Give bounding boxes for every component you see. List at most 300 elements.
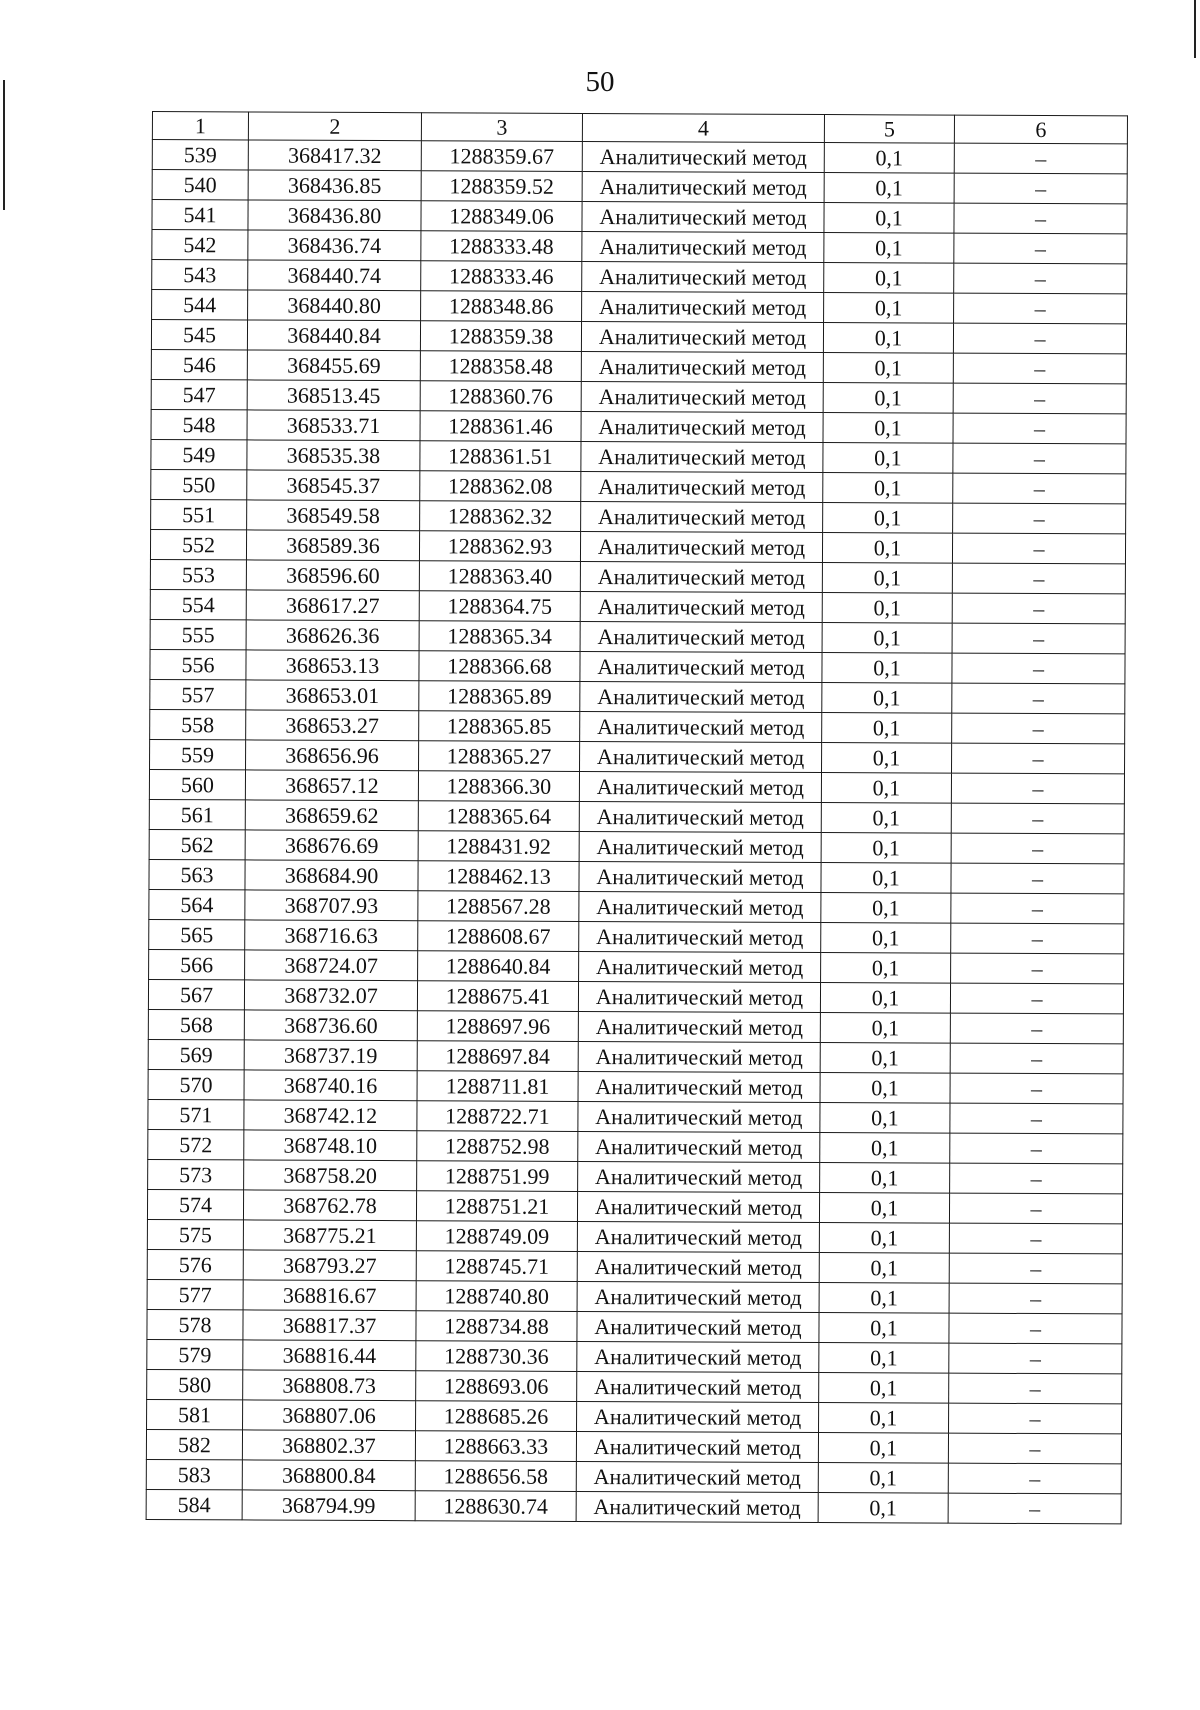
method-cell: Аналитический метод [577, 1221, 819, 1252]
note-cell: – [952, 743, 1125, 774]
table-row [151, 439, 1126, 473]
accuracy-cell: 0,1 [821, 773, 951, 804]
point-number-cell: 545 [151, 320, 247, 350]
method-cell: Аналитический метод [581, 321, 823, 352]
method-cell: Аналитический метод [579, 921, 821, 952]
note-cell: – [953, 323, 1126, 354]
x-coordinate-cell: 368807.06 [243, 1400, 416, 1431]
point-number-cell: 565 [149, 919, 245, 949]
method-cell: Аналитический метод [577, 1191, 819, 1222]
y-coordinate-cell: 1288358.48 [420, 351, 581, 382]
table-row [148, 979, 1123, 1013]
table-row [151, 349, 1126, 383]
table-row [146, 1429, 1121, 1463]
table-row [151, 469, 1126, 503]
point-number-cell: 544 [152, 290, 248, 320]
note-cell: – [949, 1403, 1122, 1434]
x-coordinate-cell: 368758.20 [244, 1160, 417, 1191]
point-number-cell: 570 [148, 1069, 244, 1099]
note-cell: – [951, 773, 1124, 804]
accuracy-cell: 0,1 [819, 1253, 949, 1284]
note-cell: – [954, 173, 1127, 204]
accuracy-cell: 0,1 [820, 1103, 950, 1134]
y-coordinate-cell: 1288751.99 [417, 1161, 578, 1192]
method-cell: Аналитический метод [580, 621, 822, 652]
method-cell: Аналитический метод [581, 501, 823, 532]
table-row [152, 260, 1127, 294]
y-coordinate-cell: 1288359.67 [421, 141, 582, 172]
y-coordinate-cell: 1288752.98 [417, 1131, 578, 1162]
y-coordinate-cell: 1288711.81 [417, 1071, 578, 1102]
note-cell: – [951, 803, 1124, 834]
accuracy-cell: 0,1 [818, 1463, 948, 1494]
table-row [149, 889, 1124, 923]
accuracy-cell: 0,1 [820, 1133, 950, 1164]
table-row [150, 739, 1125, 773]
point-number-cell: 563 [149, 859, 245, 889]
page-number: 50 [585, 66, 615, 98]
accuracy-cell: 0,1 [823, 383, 953, 414]
table-row [148, 1009, 1123, 1043]
x-coordinate-cell: 368653.27 [246, 710, 419, 741]
y-coordinate-cell: 1288697.84 [417, 1041, 578, 1072]
y-coordinate-cell: 1288359.38 [420, 321, 581, 352]
method-cell: Аналитический метод [576, 1461, 818, 1492]
accuracy-cell: 0,1 [823, 503, 953, 534]
point-number-cell: 584 [146, 1489, 242, 1519]
method-cell: Аналитический метод [579, 951, 821, 982]
point-number-cell: 575 [147, 1219, 243, 1249]
y-coordinate-cell: 1288608.67 [418, 921, 579, 952]
point-number-cell: 573 [148, 1159, 244, 1189]
note-cell: – [950, 1043, 1123, 1074]
x-coordinate-cell: 368736.60 [244, 1010, 417, 1041]
note-cell: – [953, 443, 1126, 474]
x-coordinate-cell: 368740.16 [244, 1070, 417, 1101]
point-number-cell: 554 [150, 589, 246, 619]
method-cell: Аналитический метод [577, 1281, 819, 1312]
point-number-cell: 547 [151, 379, 247, 409]
table-row [151, 379, 1126, 413]
note-cell: – [949, 1373, 1122, 1404]
accuracy-cell: 0,1 [823, 323, 953, 354]
table-row [147, 1339, 1122, 1373]
table-row [149, 859, 1124, 893]
table-row [147, 1309, 1122, 1343]
y-coordinate-cell: 1288462.13 [418, 861, 579, 892]
x-coordinate-cell: 368817.37 [243, 1310, 416, 1341]
point-number-cell: 577 [147, 1279, 243, 1309]
method-cell: Аналитический метод [578, 1161, 820, 1192]
y-coordinate-cell: 1288365.85 [419, 711, 580, 742]
x-coordinate-cell: 368732.07 [244, 980, 417, 1011]
note-cell: – [948, 1433, 1121, 1464]
method-cell: Аналитический метод [582, 261, 824, 292]
y-coordinate-cell: 1288365.64 [418, 801, 579, 832]
point-number-cell: 571 [148, 1099, 244, 1129]
method-cell: Аналитический метод [582, 291, 824, 322]
x-coordinate-cell: 368589.36 [246, 530, 419, 561]
method-cell: Аналитический метод [579, 831, 821, 862]
method-cell: Аналитический метод [582, 141, 824, 172]
method-cell: Аналитический метод [579, 771, 821, 802]
table-row [146, 1459, 1121, 1493]
accuracy-cell: 0,1 [822, 593, 952, 624]
note-cell: – [954, 293, 1127, 324]
table-row [149, 829, 1124, 863]
method-cell: Аналитический метод [576, 1491, 818, 1522]
x-coordinate-cell: 368808.73 [243, 1370, 416, 1401]
point-number-cell: 583 [146, 1459, 242, 1489]
table-row [147, 1369, 1122, 1403]
y-coordinate-cell: 1288349.06 [421, 201, 582, 232]
table-row [151, 499, 1126, 533]
point-number-cell: 541 [152, 200, 248, 230]
x-coordinate-cell: 368800.84 [242, 1460, 415, 1491]
method-cell: Аналитический метод [580, 681, 822, 712]
x-coordinate-cell: 368676.69 [245, 830, 418, 861]
note-cell: – [949, 1283, 1122, 1314]
x-coordinate-cell: 368455.69 [247, 350, 420, 381]
x-coordinate-cell: 368793.27 [243, 1250, 416, 1281]
y-coordinate-cell: 1288740.80 [416, 1281, 577, 1312]
table-row [151, 320, 1126, 354]
column-header-4: 4 [582, 113, 824, 142]
accuracy-cell: 0,1 [821, 923, 951, 954]
accuracy-cell: 0,1 [824, 203, 954, 234]
y-coordinate-cell: 1288362.93 [419, 531, 580, 562]
method-cell: Аналитический метод [579, 891, 821, 922]
x-coordinate-cell: 368440.80 [248, 290, 421, 321]
table-row [148, 1159, 1123, 1193]
scan-edge-mark-right [1194, 0, 1196, 58]
point-number-cell: 566 [149, 949, 245, 979]
accuracy-cell: 0,1 [821, 803, 951, 834]
note-cell: – [953, 353, 1126, 384]
x-coordinate-cell: 368513.45 [247, 380, 420, 411]
y-coordinate-cell: 1288675.41 [417, 981, 578, 1012]
table-row [149, 769, 1124, 803]
x-coordinate-cell: 368816.44 [243, 1340, 416, 1371]
y-coordinate-cell: 1288361.46 [420, 411, 581, 442]
accuracy-cell: 0,1 [822, 743, 952, 774]
x-coordinate-cell: 368440.84 [247, 320, 420, 351]
x-coordinate-cell: 368816.67 [243, 1280, 416, 1311]
x-coordinate-cell: 368748.10 [244, 1130, 417, 1161]
table-row [148, 1129, 1123, 1163]
point-number-cell: 555 [150, 619, 246, 649]
note-cell: – [949, 1343, 1122, 1374]
point-number-cell: 550 [151, 469, 247, 499]
accuracy-cell: 0,1 [819, 1343, 949, 1374]
method-cell: Аналитический метод [577, 1251, 819, 1282]
method-cell: Аналитический метод [578, 1101, 820, 1132]
note-cell: – [953, 413, 1126, 444]
y-coordinate-cell: 1288734.88 [416, 1311, 577, 1342]
column-header-6: 6 [954, 115, 1127, 144]
accuracy-cell: 0,1 [821, 893, 951, 924]
table-row [150, 529, 1125, 563]
x-coordinate-cell: 368436.80 [248, 200, 421, 231]
point-number-cell: 549 [151, 439, 247, 469]
y-coordinate-cell: 1288366.30 [418, 771, 579, 802]
note-cell: – [950, 1133, 1123, 1164]
note-cell: – [950, 1013, 1123, 1044]
x-coordinate-cell: 368545.37 [247, 470, 420, 501]
accuracy-cell: 0,1 [819, 1223, 949, 1254]
note-cell: – [952, 653, 1125, 684]
point-number-cell: 574 [147, 1189, 243, 1219]
point-number-cell: 560 [149, 769, 245, 799]
accuracy-cell: 0,1 [824, 293, 954, 324]
table-row [148, 1099, 1123, 1133]
y-coordinate-cell: 1288348.86 [421, 291, 582, 322]
table-row [149, 799, 1124, 833]
method-cell: Аналитический метод [582, 231, 824, 262]
x-coordinate-cell: 368653.01 [246, 680, 419, 711]
accuracy-cell: 0,1 [819, 1193, 949, 1224]
table-row [152, 140, 1127, 174]
y-coordinate-cell: 1288730.36 [416, 1341, 577, 1372]
accuracy-cell: 0,1 [822, 713, 952, 744]
accuracy-cell: 0,1 [821, 863, 951, 894]
x-coordinate-cell: 368440.74 [248, 260, 421, 291]
y-coordinate-cell: 1288365.89 [419, 681, 580, 712]
table-header-row [152, 112, 1127, 144]
table-row [152, 200, 1127, 234]
note-cell: – [950, 1103, 1123, 1134]
y-coordinate-cell: 1288685.26 [416, 1401, 577, 1432]
table-row [152, 170, 1127, 204]
method-cell: Аналитический метод [580, 711, 822, 742]
column-header-3: 3 [421, 113, 582, 142]
point-number-cell: 558 [150, 709, 246, 739]
y-coordinate-cell: 1288363.40 [419, 561, 580, 592]
point-number-cell: 553 [150, 559, 246, 589]
table-row [150, 559, 1125, 593]
table-row [146, 1489, 1121, 1523]
column-header-1: 1 [152, 112, 248, 140]
note-cell: – [949, 1193, 1122, 1224]
y-coordinate-cell: 1288333.46 [421, 261, 582, 292]
note-cell: – [952, 563, 1125, 594]
point-number-cell: 540 [152, 170, 248, 200]
point-number-cell: 552 [150, 529, 246, 559]
scan-edge-mark-left [3, 80, 5, 210]
y-coordinate-cell: 1288751.21 [416, 1191, 577, 1222]
x-coordinate-cell: 368626.36 [246, 620, 419, 651]
accuracy-cell: 0,1 [823, 473, 953, 504]
x-coordinate-cell: 368656.96 [246, 740, 419, 771]
method-cell: Аналитический метод [579, 801, 821, 832]
method-cell: Аналитический метод [580, 531, 822, 562]
note-cell: – [950, 1163, 1123, 1194]
accuracy-cell: 0,1 [822, 653, 952, 684]
x-coordinate-cell: 368596.60 [246, 560, 419, 591]
point-number-cell: 579 [147, 1339, 243, 1369]
note-cell: – [954, 233, 1127, 264]
x-coordinate-cell: 368684.90 [245, 860, 418, 891]
method-cell: Аналитический метод [581, 471, 823, 502]
accuracy-cell: 0,1 [823, 443, 953, 474]
table-row [147, 1249, 1122, 1283]
table-body [146, 140, 1127, 1524]
point-number-cell: 539 [152, 140, 248, 170]
note-cell: – [951, 923, 1124, 954]
y-coordinate-cell: 1288360.76 [420, 381, 581, 412]
accuracy-cell: 0,1 [820, 1163, 950, 1194]
point-number-cell: 582 [146, 1429, 242, 1459]
method-cell: Аналитический метод [578, 1011, 820, 1042]
table-row [150, 649, 1125, 683]
point-number-cell: 546 [151, 349, 247, 379]
note-cell: – [949, 1253, 1122, 1284]
note-cell: – [949, 1223, 1122, 1254]
accuracy-cell: 0,1 [823, 353, 953, 384]
accuracy-cell: 0,1 [822, 533, 952, 564]
table-row [150, 589, 1125, 623]
accuracy-cell: 0,1 [820, 1073, 950, 1104]
method-cell: Аналитический метод [581, 441, 823, 472]
coordinates-table [146, 111, 1128, 1524]
note-cell: – [951, 893, 1124, 924]
y-coordinate-cell: 1288656.58 [415, 1461, 576, 1492]
column-header-5: 5 [824, 115, 954, 144]
method-cell: Аналитический метод [580, 591, 822, 622]
accuracy-cell: 0,1 [822, 563, 952, 594]
note-cell: – [954, 263, 1127, 294]
y-coordinate-cell: 1288630.74 [415, 1491, 576, 1522]
x-coordinate-cell: 368535.38 [247, 440, 420, 471]
table-row [149, 919, 1124, 953]
method-cell: Аналитический метод [581, 351, 823, 382]
point-number-cell: 556 [150, 649, 246, 679]
method-cell: Аналитический метод [581, 381, 823, 412]
column-header-2: 2 [248, 112, 421, 141]
point-number-cell: 572 [148, 1129, 244, 1159]
y-coordinate-cell: 1288567.28 [418, 891, 579, 922]
method-cell: Аналитический метод [578, 1071, 820, 1102]
method-cell: Аналитический метод [582, 201, 824, 232]
y-coordinate-cell: 1288640.84 [418, 951, 579, 982]
method-cell: Аналитический метод [580, 741, 822, 772]
accuracy-cell: 0,1 [824, 233, 954, 264]
y-coordinate-cell: 1288693.06 [416, 1371, 577, 1402]
point-number-cell: 564 [149, 889, 245, 919]
method-cell: Аналитический метод [578, 1041, 820, 1072]
note-cell: – [952, 713, 1125, 744]
point-number-cell: 542 [152, 230, 248, 260]
x-coordinate-cell: 368707.93 [245, 890, 418, 921]
table-row [149, 949, 1124, 983]
accuracy-cell: 0,1 [822, 623, 952, 654]
x-coordinate-cell: 368659.62 [245, 800, 418, 831]
point-number-cell: 551 [151, 499, 247, 529]
table-row [150, 679, 1125, 713]
accuracy-cell: 0,1 [824, 173, 954, 204]
point-number-cell: 559 [150, 739, 246, 769]
note-cell: – [951, 833, 1124, 864]
table-row [148, 1069, 1123, 1103]
method-cell: Аналитический метод [579, 861, 821, 892]
point-number-cell: 562 [149, 829, 245, 859]
accuracy-cell: 0,1 [821, 953, 951, 984]
point-number-cell: 568 [148, 1009, 244, 1039]
table-row [147, 1279, 1122, 1313]
accuracy-cell: 0,1 [820, 983, 950, 1014]
y-coordinate-cell: 1288366.68 [419, 651, 580, 682]
table-row [152, 290, 1127, 324]
accuracy-cell: 0,1 [819, 1403, 949, 1434]
method-cell: Аналитический метод [577, 1341, 819, 1372]
y-coordinate-cell: 1288431.92 [418, 831, 579, 862]
method-cell: Аналитический метод [577, 1311, 819, 1342]
accuracy-cell: 0,1 [822, 683, 952, 714]
accuracy-cell: 0,1 [819, 1313, 949, 1344]
point-number-cell: 580 [147, 1369, 243, 1399]
note-cell: – [952, 623, 1125, 654]
x-coordinate-cell: 368775.21 [243, 1220, 416, 1251]
x-coordinate-cell: 368549.58 [247, 500, 420, 531]
method-cell: Аналитический метод [582, 171, 824, 202]
note-cell: – [950, 1073, 1123, 1104]
x-coordinate-cell: 368724.07 [245, 950, 418, 981]
note-cell: – [952, 533, 1125, 564]
x-coordinate-cell: 368436.74 [248, 230, 421, 261]
x-coordinate-cell: 368762.78 [243, 1190, 416, 1221]
point-number-cell: 581 [147, 1399, 243, 1429]
accuracy-cell: 0,1 [824, 263, 954, 294]
x-coordinate-cell: 368436.85 [248, 170, 421, 201]
note-cell: – [952, 683, 1125, 714]
point-number-cell: 567 [148, 979, 244, 1009]
method-cell: Аналитический метод [580, 561, 822, 592]
method-cell: Аналитический метод [580, 651, 822, 682]
table-row [150, 619, 1125, 653]
x-coordinate-cell: 368794.99 [242, 1490, 415, 1521]
accuracy-cell: 0,1 [819, 1373, 949, 1404]
note-cell: – [949, 1313, 1122, 1344]
point-number-cell: 578 [147, 1309, 243, 1339]
y-coordinate-cell: 1288364.75 [419, 591, 580, 622]
x-coordinate-cell: 368716.63 [245, 920, 418, 951]
point-number-cell: 548 [151, 409, 247, 439]
method-cell: Аналитический метод [581, 411, 823, 442]
method-cell: Аналитический метод [577, 1371, 819, 1402]
x-coordinate-cell: 368617.27 [246, 590, 419, 621]
accuracy-cell: 0,1 [824, 143, 954, 174]
point-number-cell: 576 [147, 1249, 243, 1279]
point-number-cell: 543 [152, 260, 248, 290]
x-coordinate-cell: 368742.12 [244, 1100, 417, 1131]
y-coordinate-cell: 1288663.33 [415, 1431, 576, 1462]
y-coordinate-cell: 1288745.71 [416, 1251, 577, 1282]
y-coordinate-cell: 1288697.96 [417, 1011, 578, 1042]
method-cell: Аналитический метод [577, 1401, 819, 1432]
method-cell: Аналитический метод [576, 1431, 818, 1462]
note-cell: – [948, 1493, 1121, 1524]
accuracy-cell: 0,1 [820, 1013, 950, 1044]
x-coordinate-cell: 368657.12 [245, 770, 418, 801]
accuracy-cell: 0,1 [821, 833, 951, 864]
y-coordinate-cell: 1288361.51 [420, 441, 581, 472]
y-coordinate-cell: 1288362.08 [420, 471, 581, 502]
table-row [150, 709, 1125, 743]
table-row [152, 230, 1127, 264]
table-row [148, 1039, 1123, 1073]
table-row [147, 1219, 1122, 1253]
y-coordinate-cell: 1288362.32 [420, 501, 581, 532]
